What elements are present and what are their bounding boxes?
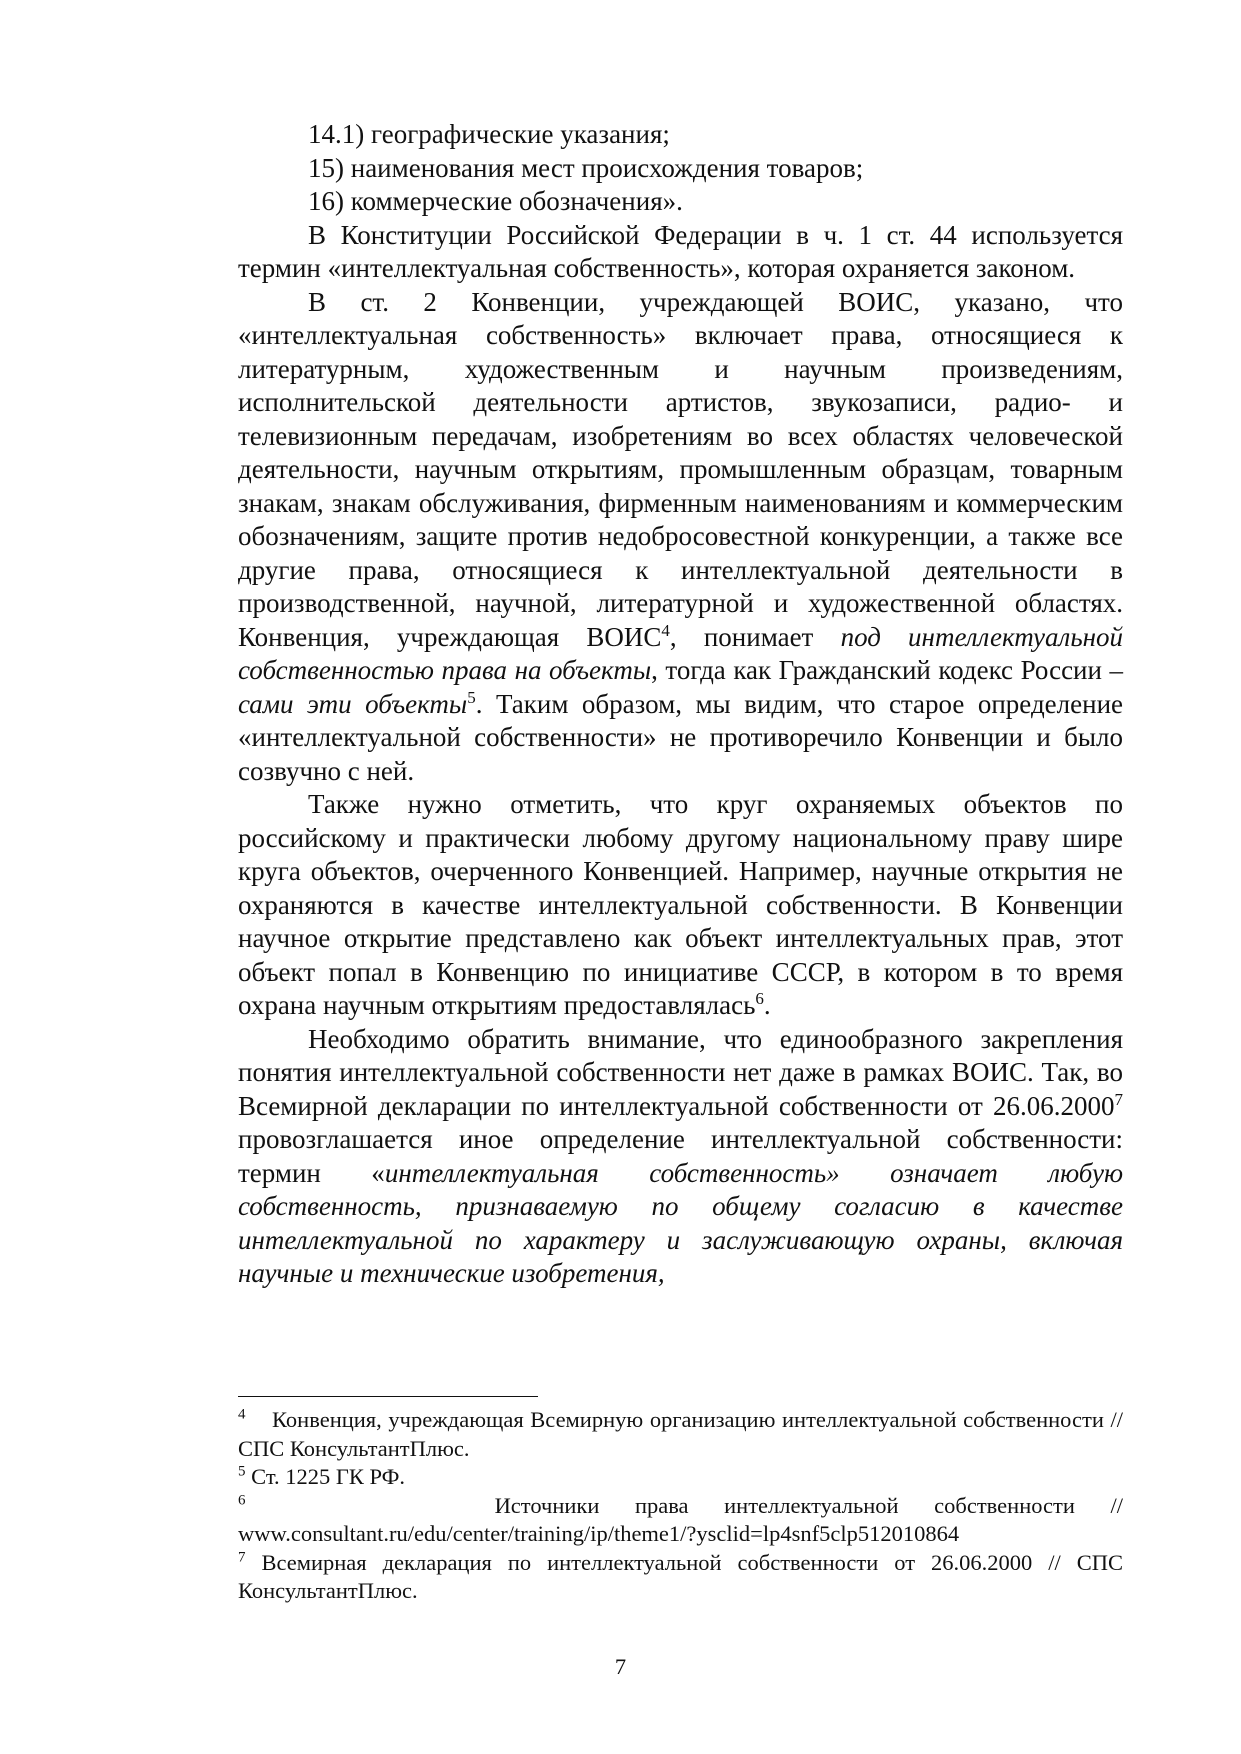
footnote-ref-4: 4 [661, 620, 670, 640]
footnotes [238, 1406, 1123, 1606]
footnote-text: Конвенция, учреждающая Всемирную организацию интеллектуальной собственности // СПС КонсультантПлюс. [238, 1407, 1123, 1461]
footnote-ref-7: 7 [1114, 1089, 1123, 1109]
page-number: 7 [614, 1654, 627, 1679]
footnote-4 [238, 1406, 1123, 1463]
paragraph-text: провозглашается иное определение интеллектуальной собственности: термин « [238, 1124, 1123, 1188]
list-item-15: 15) наименования мест происхождения товаров; [308, 152, 864, 183]
paragraph-text: . [763, 990, 771, 1020]
footnote-number: 5 [238, 1463, 246, 1480]
footnote-number: 6 [238, 1492, 246, 1508]
footnote-text: Ст. 1225 ГК РФ. [245, 1464, 406, 1489]
footnote-line [238, 1492, 1123, 1521]
footnote-number: 4 [238, 1406, 246, 1423]
footnote-text: Источники права интеллектуальной собственности // [494, 1492, 1123, 1518]
paragraph-text: Необходимо обратить внимание, что единообразного закрепления понятия интеллектуальной собственности нет даже в рамках ВОИС. Так, во Всемирной декларации по интеллектуальной собственности от 26.06.2000 [238, 1023, 1123, 1121]
paragraph-wipo-convention [238, 286, 1123, 789]
main-text [238, 118, 1123, 1291]
list-item-14-1: 14.1) географические указания; [308, 119, 670, 149]
paragraph-text: , тогда как Гражданский кодекс России – [651, 655, 1123, 685]
footnote-text: Всемирная декларация по интеллектуальной собственности от 26.06.2000 // СПС КонсультантПлюс. [238, 1549, 1123, 1603]
footnote-6 [238, 1492, 1123, 1549]
italic-phrase: под интеллектуальной собственностью права на объекты [238, 621, 1123, 685]
paragraph-text: Также нужно отметить, что круг охраняемых объектов по российскому и практически любому другому национальному праву шире круга объектов, очерченного Конвенцией. Например, научные открытия не охраняются в качестве интеллектуальной собственности. В Конвенции научное открытие представлено как объект интеллектуальных прав, этот объект попал в Конвенцию по инициативе СССР, в котором в то время охрана научным открытиям предоставлялась [238, 789, 1123, 1020]
paragraph-protected-objects [238, 788, 1123, 1023]
paragraph-text: В ст. 2 Конвенции, учреждающей ВОИС, указано, что «интеллектуальная собственность» включает права, относящиеся к литературным, художественным и научным произведениям, исполнительской деятельности артистов, звукозаписи, радио- и телевизионным передачам, изобретениям во всех областях человеческой деятельности, научным открытиям, промышленным образцам, товарным знакам, знакам обслуживания, фирменным наименованиям и коммерческим обозначениям, защите против недобросовестной конкуренции, а также все другие права, относящиеся к интеллектуальной деятельности в производственной, научной, литературной и художественной областях. Конвенция, учреждающая ВОИС [238, 286, 1123, 652]
paragraph-text: , понимает [669, 621, 841, 652]
footnote-5 [238, 1463, 1123, 1492]
list-item-16: 16) коммерческие обозначения». [308, 186, 683, 216]
italic-phrase: сами эти объекты [238, 688, 468, 719]
italic-definition: интеллектуальная собственность» означает любую собственность, признаваемую по общему согласию в качестве интеллектуальной по характеру и заслуживающую охраны, включая научные и технические изобретения, [238, 1157, 1124, 1288]
footnote-ref-5: 5 [467, 687, 476, 707]
footnote-url: www.consultant.ru/edu/center/training/ip/theme1/?ysclid=lp4snf5clp512010864 [238, 1521, 960, 1546]
paragraph-constitution: В Конституции Российской Федерации в ч. 1 ст. 44 используется термин «интеллектуальная собственность», которая охраняется законом. [238, 219, 1123, 283]
footnote-ref-6: 6 [755, 989, 764, 1008]
footnote-7 [238, 1549, 1123, 1606]
footnote-number: 7 [238, 1549, 246, 1565]
footnote-separator [238, 1396, 538, 1397]
paragraph-text: . Таким образом, мы видим, что старое определение «интеллектуальной собственности» не противоречило Конвенции и было созвучно с ней. [238, 688, 1123, 786]
paragraph-world-declaration [238, 1023, 1123, 1291]
